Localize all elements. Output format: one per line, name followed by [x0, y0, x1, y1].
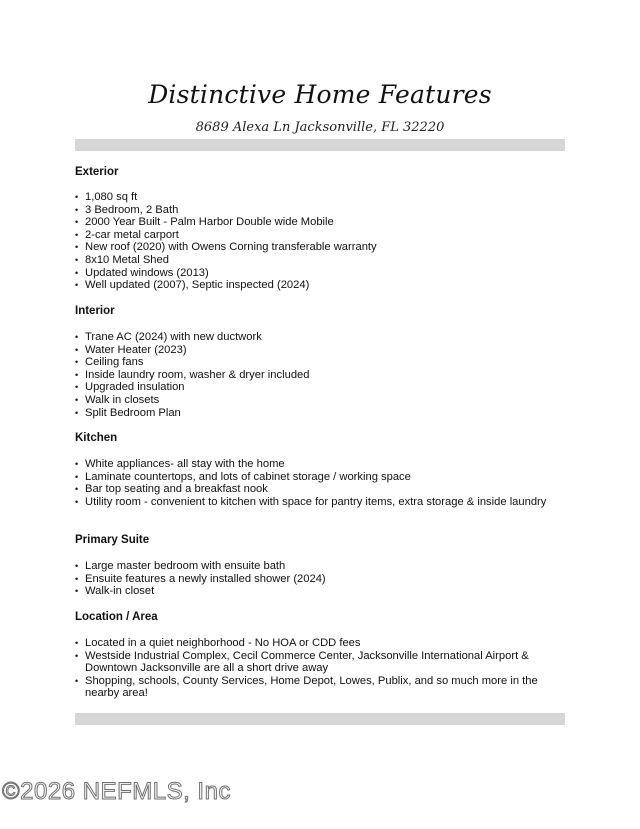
list-item: • Trane AC (2024) with new ductwork: [75, 331, 565, 344]
list-item: • 2000 Year Built - Palm Harbor Double wide Mobile: [75, 216, 565, 229]
section-heading-kitchen: Kitchen: [75, 432, 118, 444]
kitchen-list: [75, 458, 565, 508]
list-item: • Bar top seating and a breakfast nook: [75, 483, 565, 496]
list-item: • 3 Bedroom, 2 Bath: [75, 204, 565, 217]
location-list: [75, 637, 565, 700]
list-item: • Inside laundry room, washer & dryer included: [75, 369, 565, 382]
exterior-list: [75, 191, 565, 292]
property-address: 8689 Alexa Ln Jacksonville, FL 32220: [195, 120, 445, 135]
section-heading-location: Location / Area: [75, 611, 158, 623]
bottom-divider-bar: [75, 713, 565, 725]
list-item: • Ceiling fans: [75, 356, 565, 369]
top-divider-bar: [75, 139, 565, 151]
list-item: • White appliances- all stay with the home: [75, 458, 565, 471]
list-item: • Well updated (2007), Septic inspected (2024): [75, 279, 565, 292]
list-item: • Water Heater (2023): [75, 344, 565, 357]
list-item: • Large master bedroom with ensuite bath: [75, 560, 565, 573]
list-item: • Upgraded insulation: [75, 381, 565, 394]
list-item: • 8x10 Metal Shed: [75, 254, 565, 267]
section-heading-exterior: Exterior: [75, 166, 119, 178]
list-item: • Located in a quiet neighborhood - No HOA or CDD fees: [75, 637, 565, 650]
list-item: • 1,080 sq ft: [75, 191, 565, 204]
list-item: • Utility room - convenient to kitchen with space for pantry items, extra storage & inside laundry: [75, 496, 565, 509]
list-item: • Updated windows (2013): [75, 267, 565, 280]
interior-list: [75, 331, 565, 419]
section-heading-primary-suite: Primary Suite: [75, 534, 150, 546]
section-heading-interior: Interior: [75, 305, 115, 317]
list-item: • Walk-in closet: [75, 585, 565, 598]
list-item: • Walk in closets: [75, 394, 565, 407]
list-item: • New roof (2020) with Owens Corning transferable warranty: [75, 241, 565, 254]
list-item: • 2-car metal carport: [75, 229, 565, 242]
primary-suite-list: [75, 560, 565, 598]
list-item: • Westside Industrial Complex, Cecil Commerce Center, Jacksonville International Airport & Downtown Jacksonville are all a short drive away: [75, 650, 565, 675]
list-item: • Laminate countertops, and lots of cabinet storage / working space: [75, 471, 565, 484]
list-item: • Shopping, schools, County Services, Home Depot, Lowes, Publix, and so much more in the nearby area!: [75, 675, 565, 700]
list-item: • Ensuite features a newly installed shower (2024): [75, 573, 565, 586]
copyright-watermark: ©2026 NEFMLS, Inc: [2, 778, 231, 805]
page-title: Distinctive Home Features: [148, 80, 492, 109]
list-item: • Split Bedroom Plan: [75, 407, 565, 420]
